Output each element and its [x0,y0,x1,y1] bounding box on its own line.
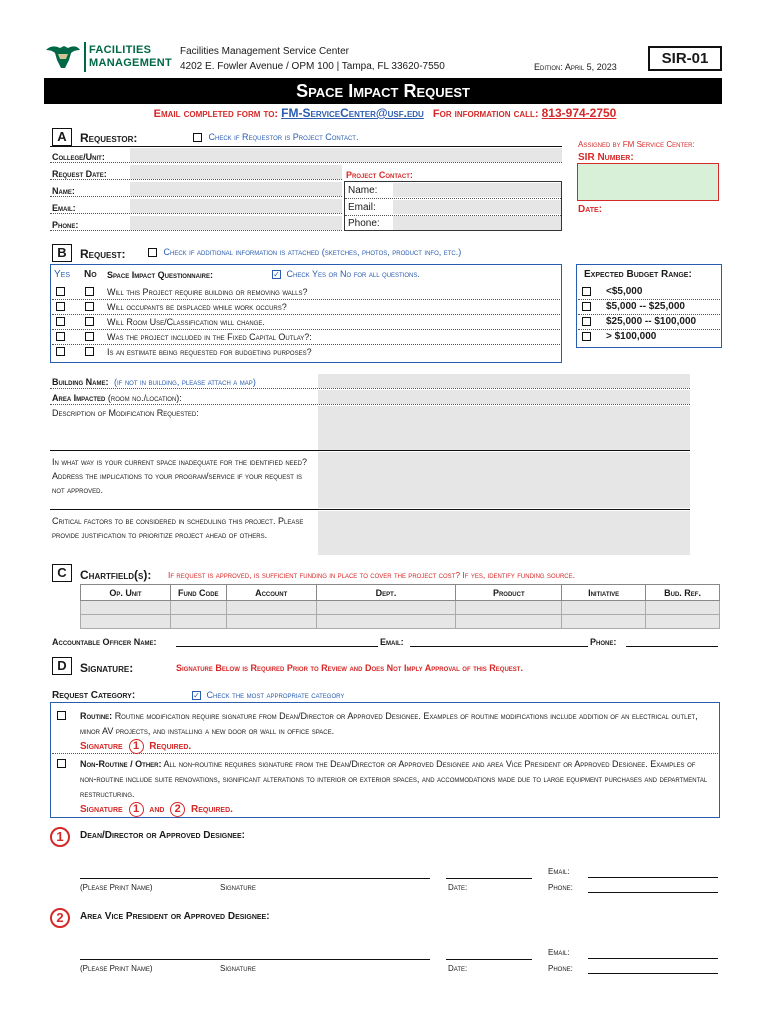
signer-number-icon: 2 [50,908,70,928]
signer-date-field[interactable] [446,878,532,879]
nonroutine-checkbox[interactable] [57,759,66,768]
college-unit-field[interactable] [130,148,562,162]
chartfield-row [81,601,720,615]
date-assigned-label: Date: [578,204,603,215]
nonroutine-sig-label: Signature [80,804,123,815]
nonroutine-req-label: Required. [191,804,233,815]
sir-number-field[interactable] [577,163,719,201]
question-yes-checkbox[interactable] [56,347,65,356]
inadequate-label: In what way is your current space inadequate for the identified need? Address the implications to your program/service if your request is not approved. [52,457,308,495]
chartfield-cell[interactable] [170,615,226,629]
question-row [52,300,560,314]
area-impacted-text: Area Impacted [52,393,106,403]
signer-email-label: Email: [548,948,570,957]
yes-header: Yes [54,269,71,280]
request-date-label: Request Date: [52,169,107,179]
center-name: Facilities Management Service Center [180,46,349,57]
signer-title: Area Vice President or Approved Designee: [80,911,270,922]
officer-email-field[interactable] [410,646,588,647]
circle-two-icon: 2 [170,802,185,817]
nonroutine-and-label: and [149,804,165,815]
logo-line-1: FACILITIES [89,44,152,56]
officer-phone-label: Phone: [590,637,617,647]
chartfield-cell[interactable] [646,615,720,629]
chartfield-header: Account [226,585,316,601]
service-email-link[interactable]: FM-ServiceCenter@usf.edu [281,106,424,120]
pc-name-label: Name: [348,185,378,196]
chartfield-header-row [81,585,720,601]
signer-email-field[interactable] [588,958,718,959]
signer-phone-label: Phone: [548,964,573,973]
question-text: Will Room Use/Classification will change. [107,317,265,327]
budget-option[interactable] [580,285,720,299]
signature-label: Signature [220,964,256,973]
description-label: Description of Modification Requested: [52,408,199,418]
form-id: SIR-01 [661,50,709,67]
question-no-checkbox[interactable] [85,287,94,296]
signer-email-label: Email: [548,867,570,876]
section-a-letter: A [52,128,72,146]
sir-number-label: SIR Number: [578,152,634,163]
questionnaire-check [272,269,420,279]
area-impacted-label [52,393,182,403]
name-field[interactable] [130,182,342,196]
signer-title: Dean/Director or Approved Designee: [80,830,245,841]
nonroutine-text [80,757,714,802]
checked-box-icon: ✓ [193,691,200,701]
signature-label: Signature [220,883,256,892]
checked-box-icon: ✓ [273,270,280,280]
building-name-text: Building Name: [52,377,109,387]
signer-phone-field[interactable] [588,892,718,893]
routine-req-label: Required. [149,741,192,752]
chartfield-cell[interactable] [646,601,720,615]
signer-date-label: Date: [448,883,468,892]
print-name-label: (Please Print Name) [80,964,153,973]
question-no-checkbox[interactable] [85,332,94,341]
signer-date-field[interactable] [446,959,532,960]
budget-option[interactable] [580,330,720,344]
budget-checkbox[interactable] [582,302,591,311]
assigned-label: Assigned by FM Service Center: [578,140,695,149]
questionnaire-label: Space Impact Questionnaire: [107,270,213,280]
description-field[interactable] [318,406,690,450]
question-text: Will this Project require building or removing walls? [107,287,308,297]
question-yes-checkbox[interactable] [56,332,65,341]
college-unit-label: College/Unit: [52,152,105,162]
signer-date-label: Date: [448,964,468,973]
pc-email-field[interactable] [393,200,561,214]
pc-name-field[interactable] [393,183,561,197]
chartfield-cell[interactable] [170,601,226,615]
requestor-contact-label: Check if Requestor is Project Contact. [208,132,359,142]
logo [44,42,173,74]
chartfield-header: Dept. [316,585,456,601]
circle-one-icon: 1 [129,739,144,754]
routine-title: Routine: [80,711,113,721]
question-row [52,330,560,344]
routine-sig-req [80,739,191,754]
nonroutine-sig-req [80,802,233,817]
question-text: Was the project included in the Fixed Capital Outlay?: [107,332,312,342]
section-b-title: Request: [80,247,126,261]
phone-field[interactable] [130,216,342,230]
chartfield-cell[interactable] [81,601,171,615]
chartfield-cell[interactable] [456,601,562,615]
section-b-letter: B [52,244,72,262]
chartfield-cell[interactable] [562,601,646,615]
inadequate-field[interactable] [318,452,690,508]
service-phone: 813-974-2750 [541,106,617,120]
phone-field-label: Phone: [52,220,79,230]
chartfield-cell[interactable] [226,601,316,615]
signer-phone-field[interactable] [588,973,718,974]
question-yes-checkbox[interactable] [56,287,65,296]
budget-option[interactable] [580,315,720,329]
center-address: 4202 E. Fowler Avenue / OPM 100 | Tampa, FL 33620-7550 [180,61,445,72]
additional-info-check[interactable] [148,247,461,257]
section-a-title: Requestor: [80,131,138,145]
building-name-label [52,377,256,387]
chartfield-cell[interactable] [456,615,562,629]
section-d-title: Signature: [80,661,134,675]
circle-one-icon: 1 [129,802,144,817]
budget-option-label: $5,000 -- $25,000 [606,301,685,312]
request-category-label: Request Category: [52,690,136,701]
project-contact-label: Project Contact: [346,170,413,180]
area-impacted-hint: (room no./location): [107,393,182,403]
chartfield-header: Fund Code [170,585,226,601]
question-no-checkbox[interactable] [85,347,94,356]
signer-name-field[interactable] [80,959,430,960]
form-title-text: Space Impact Request [296,81,470,101]
project-contact-box [344,181,562,231]
request-date-field[interactable] [130,165,342,179]
signer-number-icon: 1 [50,827,70,847]
additional-info-label: Check if additional information is attached (sketches, photos, product info, etc.) [163,247,462,257]
officer-name-label: Accountable Officer Name: [52,637,157,647]
section-d-note: Signature Below is Required Prior to Review and Does Not Imply Approval of this Request. [176,663,523,673]
routine-sig-label: Signature [80,741,123,752]
question-row [52,285,560,299]
routine-checkbox[interactable] [57,711,66,720]
budget-option[interactable] [580,300,720,314]
chartfield-header: Bud. Ref. [646,585,720,601]
pc-phone-label: Phone: [348,218,380,229]
category-check-label: Check the most appropriate category [206,690,345,700]
area-impacted-field[interactable] [318,390,690,404]
print-name-label: (Please Print Name) [80,883,153,892]
bull-logo-icon [44,42,82,72]
section-c-note: If request is approved, is sufficient funding in place to cover the project cost? If yes, identify funding source. [168,570,575,580]
signer-phone-label: Phone: [548,883,573,892]
chartfield-row [81,615,720,629]
chartfield-cell[interactable] [316,601,456,615]
additional-info-checkbox[interactable] [148,248,157,257]
routine-text [80,709,714,739]
building-name-hint: (if not in building, please attach a map) [114,377,256,387]
budget-option-label: $25,000 -- $100,000 [606,316,697,327]
budget-label: Expected Budget Range: [584,269,692,280]
chartfield-cell[interactable] [226,615,316,629]
question-no-checkbox[interactable] [85,302,94,311]
signer-name-field[interactable] [80,878,430,879]
chartfield-header: Product [456,585,562,601]
question-yes-checkbox[interactable] [56,317,65,326]
section-c-letter: C [52,564,72,582]
budget-checkbox[interactable] [582,332,591,341]
email-field[interactable] [130,199,342,213]
question-text: Will occupants be displaced while work occurs? [107,302,287,312]
nonroutine-desc: All non-routine requires signature from the Dean/Director or Approved Designee and area Vice President or Approved Designee. Examples of non-routine include suite renovations, significant alterations to interior or exterior spaces, and accommodations made due to large equipment purchases and departmental restructuring. [80,759,708,799]
email-field-label: Email: [52,203,76,213]
officer-name-field[interactable] [176,646,378,647]
chartfield-header: Op. Unit [81,585,171,601]
edition-date: Edition: April 5, 2023 [534,62,617,72]
email-label: Email completed form to: [153,108,279,120]
critical-label: Critical factors to be considered in scheduling this project. Please provide justification to prioritize project ahead of others. [52,516,304,540]
routine-desc: Routine modification require signature from Dean/Director or Approved Designee. Examples of routine modifications include addition of an electrical outlet, minor AV projects, and installing a new door or wall in office space. [80,711,698,736]
logo-line-2: MANAGEMENT [89,57,173,69]
form-id-box [648,46,722,71]
chartfield-cell[interactable] [81,615,171,629]
chartfield-table [80,584,720,629]
budget-checkbox[interactable] [582,317,591,326]
contact-line [0,106,770,120]
chartfield-header: Initiative [562,585,646,601]
budget-option-label: <$5,000 [606,286,643,297]
officer-email-label: Email: [380,637,404,647]
question-yes-checkbox[interactable] [56,302,65,311]
chartfield-cell[interactable] [562,615,646,629]
category-check [192,690,344,700]
name-label: Name: [52,186,75,196]
budget-checkbox[interactable] [582,287,591,296]
pc-phone-field[interactable] [393,216,561,230]
no-header: No [84,269,97,280]
pc-email-label: Email: [348,202,376,213]
question-no-checkbox[interactable] [85,317,94,326]
requestor-contact-check[interactable] [193,132,358,142]
chartfield-cell[interactable] [316,615,456,629]
phone-label: For information call: [432,108,539,120]
question-row [52,345,560,359]
section-d-letter: D [52,657,72,675]
requestor-contact-checkbox[interactable] [193,133,202,142]
question-text: Is an estimate being requested for budgeting purposes? [107,347,312,357]
question-row [52,315,560,329]
officer-phone-field[interactable] [626,646,718,647]
critical-field[interactable] [318,511,690,555]
building-name-field[interactable] [318,374,690,388]
questionnaire-check-label: Check Yes or No for all questions. [286,269,420,279]
form-title [44,78,722,104]
signer-email-field[interactable] [588,877,718,878]
budget-option-label: > $100,000 [606,331,657,342]
nonroutine-title: Non-Routine / Other: [80,759,162,769]
section-c-title: Chartfield(s): [80,568,152,582]
